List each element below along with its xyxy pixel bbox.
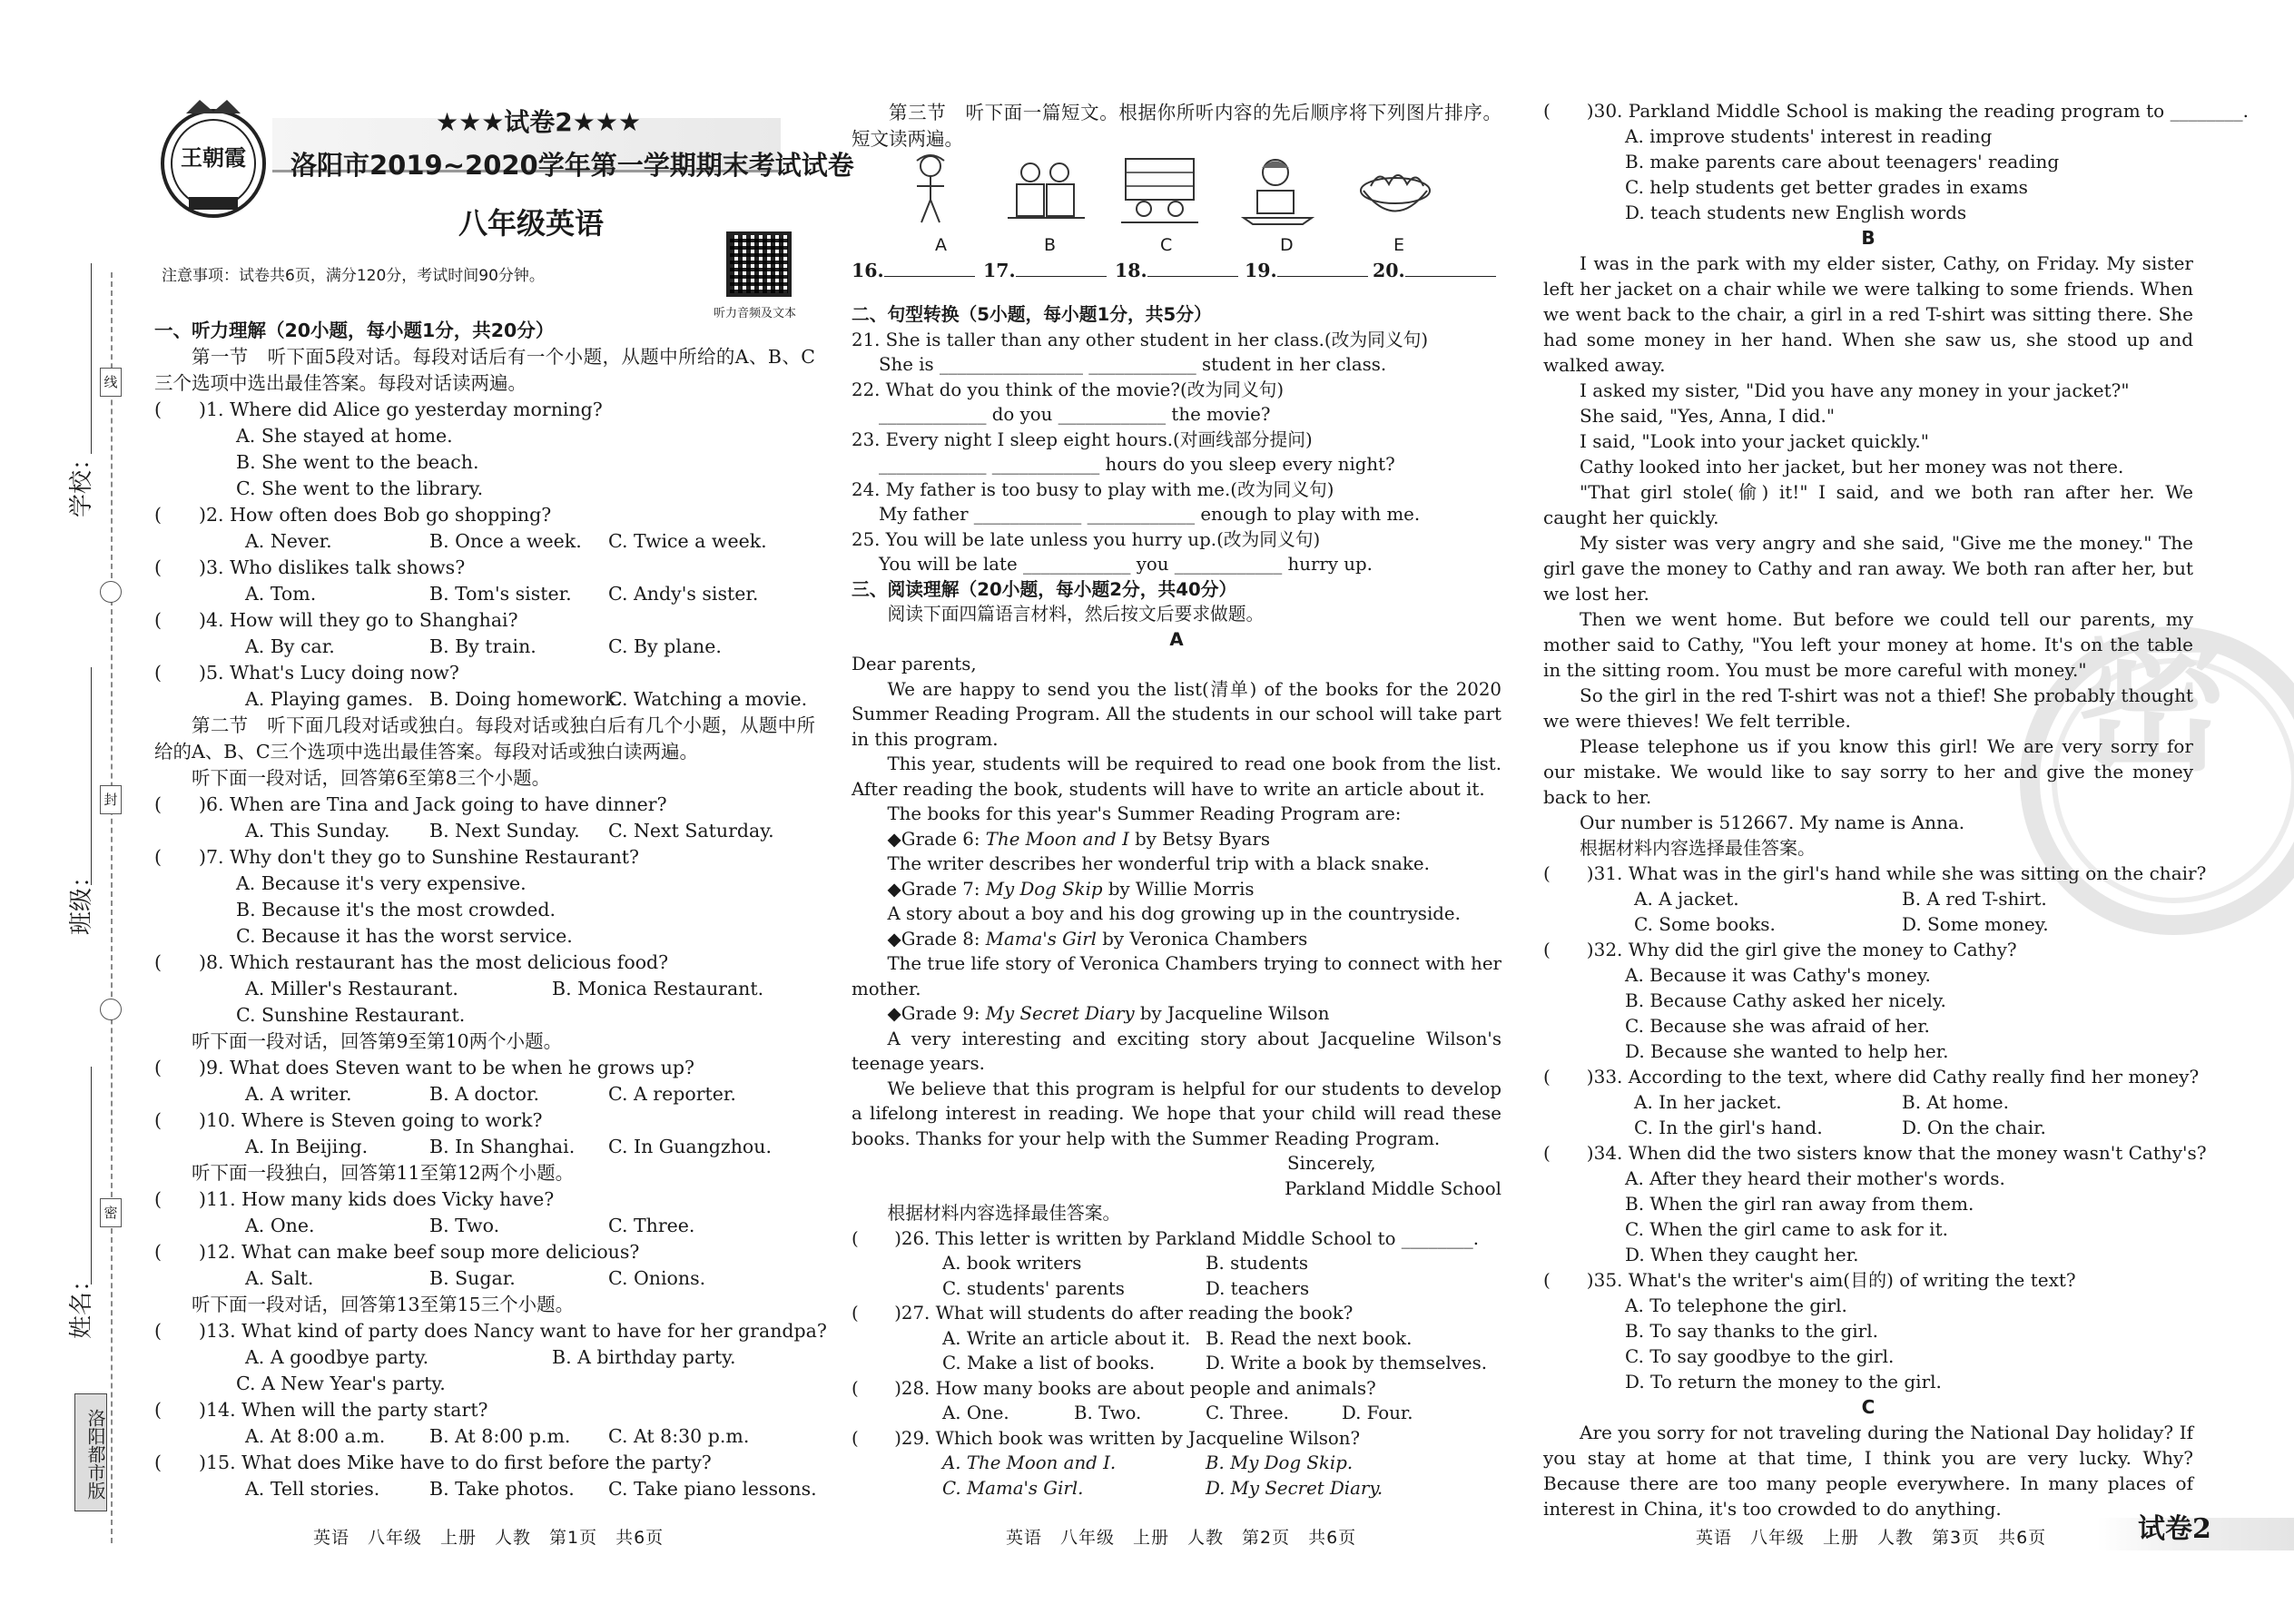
question-stem[interactable]: ( )1. Where did Alice go yesterday morning? xyxy=(154,399,603,420)
answer-option[interactable]: B. Read the next book. xyxy=(1206,1327,1413,1349)
answer-option[interactable]: A. Miller's Restaurant. xyxy=(245,978,458,999)
answer-option[interactable]: B. A birthday party. xyxy=(552,1346,736,1368)
answer-option[interactable]: C. Some books. xyxy=(1634,913,1776,935)
passage-paragraph: Our number is 512667. My name is Anna. xyxy=(1580,812,1965,833)
answer-option[interactable]: A. At 8:00 a.m. xyxy=(245,1425,386,1447)
passage-paragraph: 根据材料内容选择最佳答案。 xyxy=(1580,837,1816,859)
question-stem[interactable]: ( )35. What's the writer's aim(目的) of writing the text? xyxy=(1543,1269,2076,1291)
page-3-body xyxy=(1543,98,2249,1523)
answer-number: 19. xyxy=(1245,260,1277,281)
answer-option[interactable]: B. My Dog Skip. xyxy=(1206,1452,1354,1473)
question-stem[interactable]: ( )15. What does Mike have to do first before the party? xyxy=(154,1452,712,1473)
exam-notes: 注意事项：试卷共6页，满分120分，考试时间90分钟。 xyxy=(162,267,545,285)
question-stem[interactable]: ( )8. Which restaurant has the most delicious food? xyxy=(154,951,669,973)
option-row xyxy=(154,818,815,844)
picture-b xyxy=(1003,150,1089,227)
question-stem[interactable]: ( )2. How often does Bob go shopping? xyxy=(154,504,552,526)
book-grade: ◆Grade 7: xyxy=(887,878,986,900)
edition-label: 洛阳都市版 xyxy=(74,1393,107,1511)
answer-option[interactable]: C. Take piano lessons. xyxy=(608,1478,817,1500)
answer-option[interactable]: C. At 8:30 p.m. xyxy=(608,1425,750,1447)
answer-option[interactable]: C. Onions. xyxy=(608,1267,706,1289)
passage-paragraph: A very interesting and exciting story about Jacqueline Wilson's teenage years. xyxy=(852,1028,1501,1074)
answer-option[interactable]: A. improve students' interest in reading xyxy=(1625,125,1993,147)
book-title: The Moon and I xyxy=(985,828,1129,850)
answer-option[interactable]: A. Write an article about it. xyxy=(942,1327,1191,1349)
answer-option[interactable]: C. Andy's sister. xyxy=(608,583,759,605)
passage-paragraph: The books for this year's Summer Reading Program are: xyxy=(887,803,1402,824)
question-stem[interactable]: ( )14. When will the party start? xyxy=(154,1399,488,1421)
passage-paragraph: 第二节 听下面几段对话或独白。每段对话或独白后有几个小题，从题中所给的A、B、C三个选项中选出最佳答案。每段对话或独白读两遍。 xyxy=(154,714,815,763)
book-title: Mama's Girl xyxy=(985,928,1097,950)
option-row xyxy=(852,1451,1501,1476)
answer-option[interactable]: B. She went to the beach. xyxy=(236,451,479,473)
answer-option[interactable]: A. A jacket. xyxy=(1634,888,1739,910)
answer-option[interactable]: A. By car. xyxy=(245,635,335,657)
question-stem[interactable]: ( )6. When are Tina and Jack going to have dinner? xyxy=(154,793,667,815)
passage-paragraph: I asked my sister, "Did you have any money in your jacket?" xyxy=(1580,379,2130,401)
answer-18[interactable] xyxy=(1115,257,1238,284)
fill-in-line[interactable]: She is ________________ ____________ student in her class. xyxy=(879,354,1387,375)
passage-paragraph: "That girl stole(偷) it!" I said, and we both ran after her. We caught her quickly. xyxy=(1543,481,2193,528)
book-entry xyxy=(852,927,1501,952)
passage-paragraph: This year, students will be required to read one book from the list. After reading the book, students will have to write an article about it. xyxy=(852,753,1501,800)
passage-paragraph: Then we went home. But before we could tell our parents, my mother said to Cathy, "You left your money at home. It's on the table in the sitting room. You must be more careful with money." xyxy=(1543,608,2193,681)
book-grade: ◆Grade 9: xyxy=(887,1003,986,1024)
picture-label: A xyxy=(935,235,947,255)
passage-paragraph: She said, "Yes, Anna, I did." xyxy=(1580,405,1836,427)
answer-option[interactable]: B. Tom's sister. xyxy=(429,583,572,605)
answer-option[interactable]: D. On the chair. xyxy=(1902,1117,2046,1138)
question-stem[interactable]: 23. Every night I sleep eight hours.(对画线部分提问) xyxy=(852,428,1313,450)
book-entry xyxy=(852,827,1501,852)
answer-option[interactable]: B. At home. xyxy=(1902,1091,2009,1113)
passage-paragraph: My sister was very angry and she said, "Give me the money." The girl gave the money to Cathy and ran away. We both ran after her, but we lost her. xyxy=(1543,532,2193,605)
fill-in-line[interactable]: You will be late ____________ you ____________ hurry up. xyxy=(879,554,1373,575)
answer-option[interactable]: B. When the girl ran away from them. xyxy=(1625,1193,1974,1215)
option-row xyxy=(1543,1115,2193,1140)
passage-paragraph: A story about a boy and his dog growing up in the countryside. xyxy=(887,903,1461,924)
answer-option[interactable]: B. Because it's the most crowded. xyxy=(236,899,556,920)
book-author: by Betsy Byars xyxy=(1128,828,1270,850)
name-label: 姓名： xyxy=(68,1267,95,1339)
passage-paragraph: We believe that this program is helpful for our students to develop a lifelong interest in reading. We hope that your child will read these books. Thanks for your help with the Summer Reading Program. xyxy=(852,1078,1501,1149)
option-row xyxy=(154,1134,815,1160)
picture-label: C xyxy=(1160,235,1173,255)
answer-option[interactable]: C. Twice a week. xyxy=(608,530,767,552)
answer-option[interactable]: A. In Beijing. xyxy=(245,1136,369,1157)
question-stem[interactable]: ( )11. How many kids does Vicky have? xyxy=(154,1188,555,1210)
answer-option[interactable]: B. students xyxy=(1206,1253,1308,1274)
answer-blanks-16-20 xyxy=(852,257,1501,283)
question-stem[interactable]: 25. You will be late unless you hurry up.(改为同义句) xyxy=(852,528,1321,550)
answer-option[interactable]: C. Next Saturday. xyxy=(608,820,774,842)
binding-hole xyxy=(100,581,122,603)
question-stem[interactable]: ( )31. What was in the girl's hand while she was sitting on the chair? xyxy=(1543,862,2207,884)
option-row xyxy=(154,528,815,555)
class-field[interactable] xyxy=(91,667,92,885)
book-title: My Secret Diary xyxy=(985,1003,1135,1024)
question-stem[interactable]: ( )5. What's Lucy doing now? xyxy=(154,662,459,684)
question-stem[interactable]: ( )12. What can make beef soup more delicious? xyxy=(154,1241,640,1263)
option-row xyxy=(154,686,815,713)
book-title: My Dog Skip xyxy=(985,878,1103,900)
answer-option[interactable]: B. At 8:00 p.m. xyxy=(429,1425,571,1447)
option-row xyxy=(852,1476,1501,1501)
question-stem[interactable]: ( )10. Where is Steven going to work? xyxy=(154,1109,543,1131)
answer-option[interactable]: A. Playing games. xyxy=(245,688,414,710)
answer-option[interactable]: A. In her jacket. xyxy=(1634,1091,1782,1113)
picture-label: D xyxy=(1280,235,1294,255)
answer-option[interactable]: A. A goodbye party. xyxy=(245,1346,429,1368)
passage-paragraph: Please telephone us if you know this girl! We are very sorry for our mistake. We would like to say sorry to her and give the money back to her. xyxy=(1543,735,2193,808)
seal-mark-secret: 密 xyxy=(100,1198,122,1227)
picture-label: E xyxy=(1393,235,1405,255)
answer-option[interactable]: C. When the girl came to ask for it. xyxy=(1625,1218,1948,1240)
answer-option[interactable]: C. help students get better grades in exams xyxy=(1625,176,2028,198)
answer-option[interactable]: A. Tom. xyxy=(245,583,317,605)
question-stem[interactable]: 21. She is taller than any other student in her class.(改为同义句) xyxy=(852,329,1429,350)
footer-page-3: 英语 八年级 上册 人教 第3页 共6页 xyxy=(1696,1528,2047,1548)
answer-option[interactable]: B. In Shanghai. xyxy=(429,1136,576,1157)
name-field[interactable] xyxy=(91,1067,92,1284)
answer-option[interactable]: C. A reporter. xyxy=(608,1083,736,1105)
passage-paragraph: 阅读下面四篇语言材料，然后按文后要求做题。 xyxy=(887,604,1265,625)
answer-option[interactable]: D. teachers xyxy=(1206,1277,1310,1299)
qr-code[interactable] xyxy=(726,231,792,297)
page-1-body xyxy=(154,318,827,1525)
footer-page-2: 英语 八年级 上册 人教 第2页 共6页 xyxy=(1006,1528,1357,1548)
passage-label: B xyxy=(1861,227,1876,249)
book-grade: ◆Grade 6: xyxy=(887,828,986,850)
question-stem[interactable]: ( )33. According to the text, where did Cathy really find her money? xyxy=(1543,1066,2200,1088)
answer-option[interactable]: A. Because it was Cathy's money. xyxy=(1625,964,1931,986)
answer-option[interactable]: A. One. xyxy=(245,1215,315,1236)
answer-option[interactable]: D. Some money. xyxy=(1902,913,2049,935)
answer-17[interactable] xyxy=(983,257,1107,284)
question-stem[interactable]: 22. What do you think of the movie?(改为同义句) xyxy=(852,379,1285,400)
passage-paragraph: 第一节 听下面5段对话。每段对话后有一个小题，从题中所给的A、B、C三个选项中选出最佳答案。每段对话读两遍。 xyxy=(154,346,815,394)
book-grade: ◆Grade 8: xyxy=(887,928,986,950)
answer-option[interactable]: C. By plane. xyxy=(608,635,722,657)
answer-option[interactable]: B. By train. xyxy=(429,635,537,657)
passage-paragraph: The true life story of Veronica Chambers trying to connect with her mother. xyxy=(852,953,1501,999)
answer-option[interactable]: B. make parents care about teenagers' reading xyxy=(1625,151,2060,172)
question-stem[interactable]: 24. My father is too busy to play with me.(改为同义句) xyxy=(852,478,1334,500)
picture-e xyxy=(1353,150,1439,227)
question-stem[interactable]: ( )3. Who dislikes talk shows? xyxy=(154,556,466,578)
answer-option[interactable]: B. Doing homework. xyxy=(429,688,623,710)
answer-option[interactable]: B. A doctor. xyxy=(429,1083,540,1105)
option-row xyxy=(1543,886,2193,911)
book-author: by Willie Morris xyxy=(1102,878,1255,900)
option-row xyxy=(154,1213,815,1239)
option-row xyxy=(852,1326,1501,1352)
binding-hole xyxy=(100,999,122,1020)
option-row xyxy=(154,581,815,607)
answer-option[interactable]: C. Sunshine Restaurant. xyxy=(236,1004,466,1026)
binding-gutter xyxy=(0,0,154,1624)
answer-number: 18. xyxy=(1115,260,1147,281)
passage-label: A xyxy=(1169,628,1184,650)
passage-paragraph: I was in the park with my elder sister, Cathy, on Friday. My sister left her jacket on a chair while we were talking to some friends. When we went back to the chair, a girl in a red T-shirt was sitting there. She had some money in her hand. When she saw us, she stood up and walked away. xyxy=(1543,252,2193,376)
fill-in-line[interactable]: My father ____________ ____________ enough to play with me. xyxy=(879,504,1421,525)
answer-option[interactable]: B. Monica Restaurant. xyxy=(552,978,764,999)
passage-paragraph: 听下面一段对话，回答第6至第8三个小题。 xyxy=(192,767,551,789)
passage-paragraph: I said, "Look into your jacket quickly." xyxy=(1580,430,1929,452)
subject-title: 八年级英语 xyxy=(458,206,605,241)
option-row xyxy=(154,1423,815,1450)
seal-mark-line: 线 xyxy=(100,368,122,397)
answer-option[interactable]: C. Because it has the worst service. xyxy=(236,925,573,947)
letter-signature: Parkland Middle School xyxy=(1285,1177,1501,1199)
passage-label: C xyxy=(1861,1396,1876,1418)
fill-in-line[interactable]: ____________ ____________ hours do you sleep every night? xyxy=(879,454,1395,475)
passage-paragraph: Cathy looked into her jacket, but her money was not there. xyxy=(1580,456,2124,477)
answer-option[interactable]: C. Make a list of books. xyxy=(942,1353,1156,1373)
option-row xyxy=(1543,911,2193,937)
answer-option[interactable]: B. Once a week. xyxy=(429,530,582,552)
section-heading: 二、句型转换（5小题，每小题1分，共5分） xyxy=(852,304,1212,325)
answer-number: 17. xyxy=(983,260,1016,281)
book-entry xyxy=(852,877,1501,902)
question-stem[interactable]: ( )4. How will they go to Shanghai? xyxy=(154,609,518,631)
answer-option[interactable]: A. Tell stories. xyxy=(245,1478,380,1500)
school-label: 学校： xyxy=(68,446,95,517)
answer-option[interactable]: C. She went to the library. xyxy=(236,477,484,499)
book-author: by Veronica Chambers xyxy=(1097,928,1308,950)
answer-option[interactable]: A. Because it's very expensive. xyxy=(236,872,527,894)
answer-option[interactable]: D. When they caught her. xyxy=(1625,1244,1859,1265)
brand-logo xyxy=(154,95,272,222)
question-stem[interactable]: ( )32. Why did the girl give the money to Cathy? xyxy=(1543,939,2017,960)
answer-option[interactable]: B. Because Cathy asked her nicely. xyxy=(1625,989,1946,1011)
option-row xyxy=(154,976,815,1002)
option-row xyxy=(154,1081,815,1107)
answer-option[interactable]: A. This Sunday. xyxy=(245,820,390,842)
option-row xyxy=(154,1344,815,1371)
question-stem[interactable]: ( )26. This letter is written by Parkland Middle School to ________. xyxy=(852,1227,1480,1249)
class-label: 班级： xyxy=(68,863,95,935)
answer-number: 16. xyxy=(852,260,884,281)
answer-option[interactable]: B. Two. xyxy=(1074,1403,1142,1423)
answer-option[interactable]: A. book writers xyxy=(942,1253,1082,1274)
answer-option[interactable]: A. A writer. xyxy=(245,1083,352,1105)
letter-greeting: Dear parents, xyxy=(852,654,977,674)
section3-intro: 第三节 听下面一篇短文。根据你所听内容的先后顺序将下列图片排序。短文读两遍。 xyxy=(852,102,1501,150)
picture-c xyxy=(1117,150,1203,227)
answer-number: 20. xyxy=(1373,260,1405,281)
option-row xyxy=(852,1276,1501,1302)
exam-title: 洛阳市2019~2020学年第一学期期末考试试卷 xyxy=(290,150,854,181)
passage-paragraph: 根据材料内容选择最佳答案。 xyxy=(887,1203,1121,1224)
question-stem[interactable]: ( )13. What kind of party does Nancy want to have for her grandpa? xyxy=(154,1320,827,1342)
question-stem[interactable]: ( )29. Which book was written by Jacqueline Wilson? xyxy=(852,1427,1361,1449)
answer-option[interactable]: D. My Secret Diary. xyxy=(1206,1477,1383,1499)
picture-label: B xyxy=(1044,235,1057,255)
answer-option[interactable]: B. Next Sunday. xyxy=(429,820,580,842)
paper-tag: 试卷2 xyxy=(2138,1513,2211,1545)
book-author: by Jacqueline Wilson xyxy=(1134,1003,1330,1024)
answer-option[interactable]: A. She stayed at home. xyxy=(236,425,453,447)
answer-option[interactable]: D. Because she wanted to help her. xyxy=(1625,1040,1949,1062)
paper-number: ★★★试卷2★★★ xyxy=(436,107,642,137)
answer-option[interactable]: C. Mama's Girl. xyxy=(942,1477,1084,1499)
brand-name: 王朝霞 xyxy=(181,145,246,171)
passage-paragraph: 听下面一段对话，回答第13至第15三个小题。 xyxy=(192,1294,575,1315)
letter-closing: Sincerely, xyxy=(1287,1153,1376,1174)
answer-option[interactable]: D. teach students new English words xyxy=(1625,202,1967,223)
binding-dashed-line xyxy=(111,272,113,1543)
section-heading: 三、阅读理解（20小题，每小题2分，共40分） xyxy=(852,578,1237,600)
section-heading: 一、听力理解（20小题，每小题1分，共20分） xyxy=(154,320,555,341)
passage-paragraph: 听下面一段独白，回答第11至第12两个小题。 xyxy=(192,1162,575,1184)
watermark-seal-glyph: 密 xyxy=(2074,613,2230,792)
passage-paragraph: 听下面一段对话，回答第9至第10两个小题。 xyxy=(192,1030,563,1052)
answer-option[interactable]: B. Take photos. xyxy=(429,1478,575,1500)
question-stem[interactable]: ( )34. When did the two sisters know that the money wasn't Cathy's? xyxy=(1543,1142,2207,1164)
passage-paragraph: The writer describes her wonderful trip with a black snake. xyxy=(887,853,1430,874)
picture-a xyxy=(890,150,976,227)
answer-option[interactable]: C. To say goodbye to the girl. xyxy=(1625,1345,1895,1367)
option-row xyxy=(154,634,815,660)
seal-mark-seal: 封 xyxy=(100,785,122,814)
question-stem[interactable]: ( )30. Parkland Middle School is making the reading program to ________. xyxy=(1543,100,2249,122)
picture-d xyxy=(1235,150,1321,227)
question-stem[interactable]: ( )27. What will students do after reading the book? xyxy=(852,1303,1354,1324)
answer-option[interactable]: C. In Guangzhou. xyxy=(608,1136,772,1157)
question-stem[interactable]: ( )28. How many books are about people and animals? xyxy=(852,1377,1376,1399)
passage-paragraph: Are you sorry for not traveling during the National Day holiday? If you stay at home at that time, I think you are very lucky. Why? Because there are too many people everywhere. In many places of interest in China, it's too crowded to do anything. xyxy=(1543,1422,2193,1520)
answer-option[interactable]: A. Salt. xyxy=(245,1267,314,1289)
answer-option[interactable]: A. One. xyxy=(942,1403,1009,1423)
answer-20[interactable] xyxy=(1373,257,1496,284)
question-stem[interactable]: ( )9. What does Steven want to be when he grows up? xyxy=(154,1057,695,1078)
book-entry xyxy=(852,1001,1501,1027)
answer-option[interactable]: C. Watching a movie. xyxy=(608,688,808,710)
qr-caption: 听力音频及文本 xyxy=(714,307,797,320)
answer-option[interactable]: B. To say thanks to the girl. xyxy=(1625,1320,1878,1342)
answer-option[interactable]: A. The Moon and I. xyxy=(942,1452,1117,1473)
answer-option[interactable]: C. In the girl's hand. xyxy=(1634,1117,1823,1138)
passage-paragraph: We are happy to send you the list(清单) of the books for the 2020 Summer Reading Program. All the students in our school will take part in this program. xyxy=(852,678,1501,750)
passage-paragraph: So the girl in the red T-shirt was not a thief! She probably thought we were thieves! We felt terrible. xyxy=(1543,684,2193,732)
footer-page-1: 英语 八年级 上册 人教 第1页 共6页 xyxy=(313,1528,665,1548)
option-row xyxy=(154,1265,815,1292)
answer-16[interactable] xyxy=(852,257,975,284)
option-row xyxy=(852,1251,1501,1276)
option-row xyxy=(154,1476,815,1502)
answer-option[interactable]: C. A New Year's party. xyxy=(236,1373,446,1394)
answer-option[interactable]: B. Sugar. xyxy=(429,1267,516,1289)
answer-option[interactable]: C. students' parents xyxy=(942,1277,1125,1299)
fill-in-line[interactable]: ____________ do you ____________ the movie? xyxy=(879,404,1271,425)
answer-option[interactable]: A. Never. xyxy=(245,530,332,552)
answer-19[interactable] xyxy=(1245,257,1368,284)
option-row xyxy=(852,1401,1501,1426)
school-field[interactable] xyxy=(91,263,92,454)
answer-option[interactable]: B. Two. xyxy=(429,1215,500,1236)
option-row xyxy=(1543,1089,2193,1115)
answer-option[interactable]: D. Write a book by themselves. xyxy=(1206,1353,1488,1373)
answer-option[interactable]: B. A red T-shirt. xyxy=(1902,888,2047,910)
page-2-body xyxy=(852,302,1501,1523)
answer-option[interactable]: C. Three. xyxy=(1206,1403,1289,1423)
answer-option[interactable]: C. Three. xyxy=(608,1215,695,1236)
answer-option[interactable]: A. To telephone the girl. xyxy=(1625,1294,1847,1316)
answer-option[interactable]: C. Because she was afraid of her. xyxy=(1625,1015,1930,1037)
answer-option[interactable]: D. Four. xyxy=(1342,1403,1413,1423)
question-stem[interactable]: ( )7. Why don't they go to Sunshine Restaurant? xyxy=(154,846,640,868)
answer-option[interactable]: A. After they heard their mother's words. xyxy=(1625,1167,2005,1189)
option-row xyxy=(852,1351,1501,1376)
answer-option[interactable]: D. To return the money to the girl. xyxy=(1625,1371,1942,1393)
